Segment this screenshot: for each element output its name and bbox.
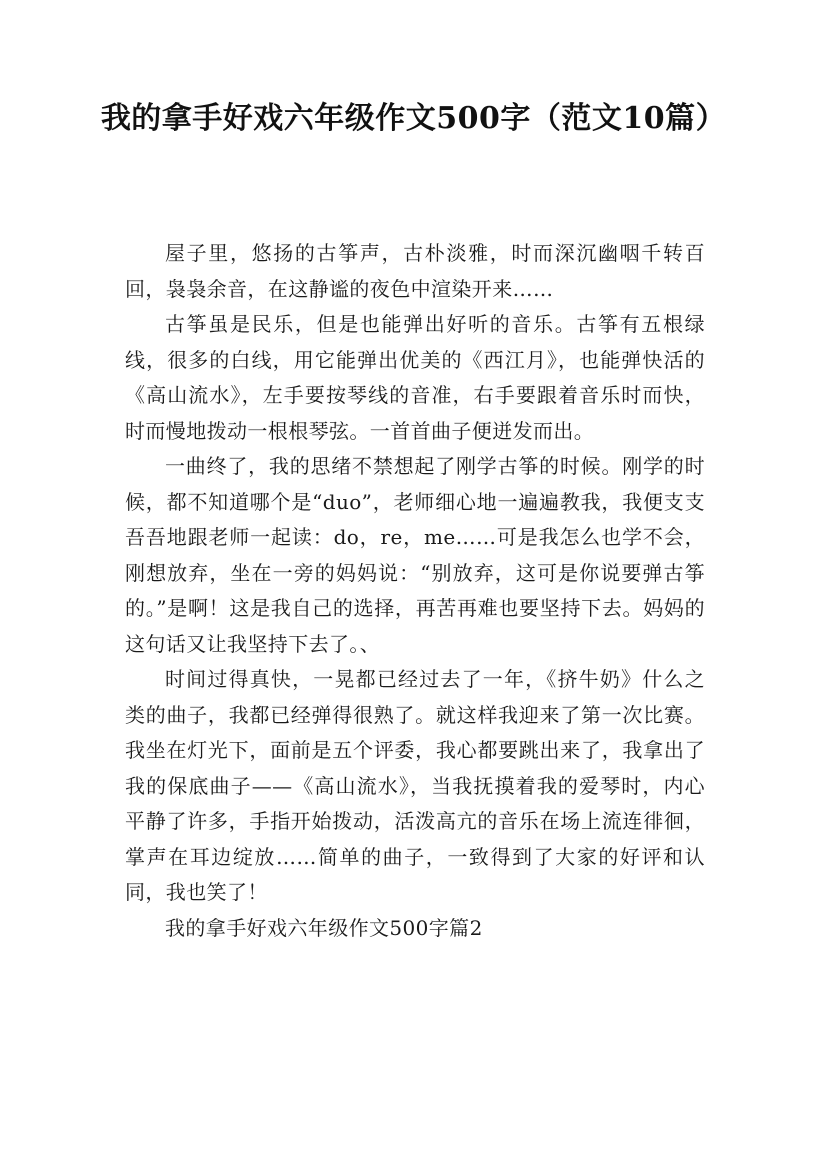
paragraph-1: 屋子里，悠扬的古筝声，古朴淡雅，时而深沉幽咽千转百回，袅袅余音，在这静谧的夜色中渲染开来…… — [125, 241, 705, 301]
paragraph-2: 古筝虽是民乐，但是也能弹出好听的音乐。古筝有五根绿线，很多的白线，用它能弹出优美的《西江月》，也能弹快活的《高山流水》，左手要按琴线的音准，右手要跟着音乐时而快，时而慢地拨动一根根琴弦。一首首曲子便迸发而出。 — [125, 312, 705, 443]
document-title: 我的拿手好戏六年级作文500字（范文10篇） — [100, 101, 727, 136]
document-body — [125, 236, 705, 946]
section-heading: 我的拿手好戏六年级作文500字篇2 — [165, 915, 483, 940]
paragraph-3: 一曲终了，我的思绪不禁想起了刚学古筝的时候。刚学的时候，都不知道哪个是“duo”，老师细心地一遍遍教我，我便支支吾吾地跟老师一起读：do，re，me……可是我怎么也学不会，刚想放弃，坐在一旁的妈妈说：“别放弃，这可是你说要弹古筝的。”是啊！这是我自己的选择，再苦再难也要坚持下去。妈妈的这句话又让我坚持下去了。、 — [125, 454, 705, 656]
paragraph-4: 时间过得真快，一晃都已经过去了一年，《挤牛奶》什么之类的曲子，我都已经弹得很熟了。就这样我迎来了第一次比赛。我坐在灯光下，面前是五个评委，我心都要跳出来了，我拿出了我的保底曲子——《高山流水》，当我抚摸着我的爱琴时，内心平静了许多，手指开始拨动，活泼高亢的音乐在场上流连徘徊，掌声在耳边绽放……简单的曲子，一致得到了大家的好评和认同，我也笑了！ — [125, 667, 705, 904]
